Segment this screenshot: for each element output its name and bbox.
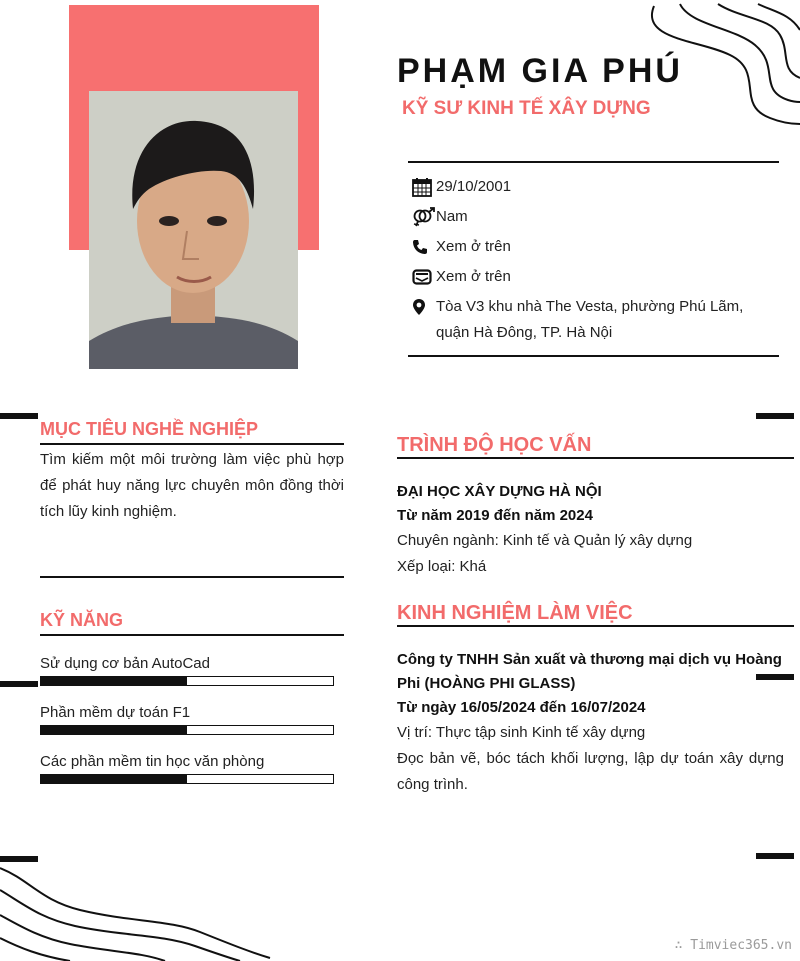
decor-bar xyxy=(756,413,794,419)
gender-text: Nam xyxy=(436,208,468,225)
skill-item xyxy=(40,654,334,686)
contact-row-birthdate xyxy=(412,174,772,200)
decor-bar xyxy=(0,856,38,862)
skill-label: Phần mềm dự toán F1 xyxy=(40,704,191,721)
contact-divider-top xyxy=(408,161,779,163)
email-icon xyxy=(412,264,436,290)
education-school: ĐẠI HỌC XÂY DỰNG HÀ NỘI xyxy=(397,483,602,500)
skill-label: Sử dụng cơ bản AutoCad xyxy=(40,655,210,672)
skill-item xyxy=(40,703,334,735)
skills-underline xyxy=(40,634,344,636)
candidate-name: PHẠM GIA PHÚ xyxy=(397,52,683,90)
skill-level-fill xyxy=(41,775,187,783)
skill-level-bar xyxy=(40,774,334,784)
contact-info-list xyxy=(412,174,772,350)
contact-row-address xyxy=(412,294,772,346)
skills-title: KỸ NĂNG xyxy=(40,610,124,630)
experience-period: Từ ngày 16/05/2024 đến 16/07/2024 xyxy=(397,699,646,716)
person-portrait-icon xyxy=(89,91,298,369)
location-pin-icon xyxy=(412,294,436,320)
objective-text: Tìm kiếm một môi trường làm việc phù hợp để phát huy năng lực chuyên môn đồng thời tích lũy kinh nghiệm. xyxy=(40,451,344,520)
birthdate-text: 29/10/2001 xyxy=(436,178,512,195)
contact-row-email xyxy=(412,264,772,290)
education-period: Từ năm 2019 đến năm 2024 xyxy=(397,507,593,524)
skill-level-fill xyxy=(41,726,187,734)
skill-level-bar xyxy=(40,676,334,686)
education-major: Chuyên ngành: Kinh tế và Quản lý xây dựng xyxy=(397,532,693,549)
experience-title: KINH NGHIỆM LÀM VIỆC xyxy=(397,602,633,624)
candidate-role: KỸ SƯ KINH TẾ XÂY DỰNG xyxy=(402,98,651,119)
experience-position: Vị trí: Thực tập sinh Kinh tế xây dựng xyxy=(397,724,646,741)
education-block xyxy=(397,480,787,580)
education-title: TRÌNH ĐỘ HỌC VẤN xyxy=(397,434,592,456)
contact-divider-bottom xyxy=(408,355,779,357)
phone-icon xyxy=(412,234,436,260)
calendar-icon xyxy=(412,174,436,200)
address-text: Tòa V3 khu nhà The Vesta, phường Phú Lãm, quận Hà Đông, TP. Hà Nội xyxy=(436,298,744,341)
contact-row-phone xyxy=(412,234,772,260)
phone-text: Xem ở trên xyxy=(436,238,511,255)
decor-bar xyxy=(756,853,794,859)
contact-row-gender xyxy=(412,204,772,230)
experience-description: Đọc bản vẽ, bóc tách khối lượng, lập dự toán xây dựng công trình. xyxy=(397,750,784,793)
watermark-text: ∴ Timviec365.vn xyxy=(674,938,792,953)
skill-label: Các phần mềm tin học văn phòng xyxy=(40,753,265,770)
objective-divider xyxy=(40,576,344,578)
decor-bar xyxy=(0,681,38,687)
email-text: Xem ở trên xyxy=(436,268,511,285)
profile-photo xyxy=(89,91,298,369)
education-underline xyxy=(397,457,794,459)
experience-company: Công ty TNHH Sản xuất và thương mại dịch vụ Hoàng Phi (HOÀNG PHI GLASS) xyxy=(397,651,782,692)
skill-level-fill xyxy=(41,677,187,685)
skill-item xyxy=(40,752,334,784)
experience-block xyxy=(397,648,784,798)
decor-bar xyxy=(0,413,38,419)
experience-underline xyxy=(397,625,794,627)
skill-level-bar xyxy=(40,725,334,735)
gender-icon xyxy=(412,204,436,230)
decorative-waves-bottom-left xyxy=(0,860,280,961)
objective-title: MỤC TIÊU NGHỀ NGHIỆP xyxy=(40,419,259,439)
education-grade: Xếp loại: Khá xyxy=(397,558,487,575)
objective-underline xyxy=(40,443,344,445)
